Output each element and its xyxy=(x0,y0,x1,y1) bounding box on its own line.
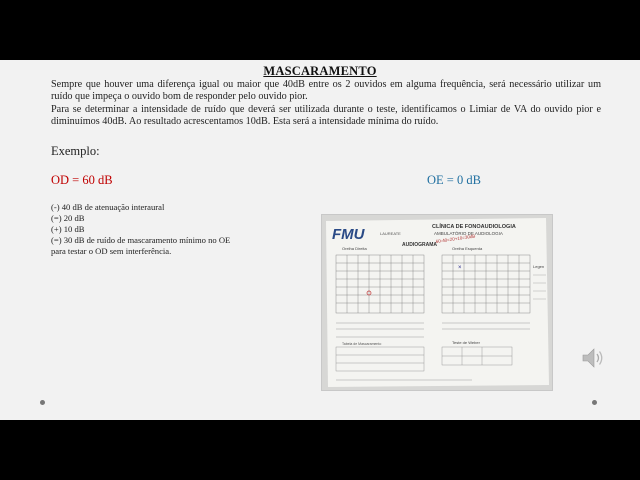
svg-text:×: × xyxy=(458,265,462,271)
brand-logo: FMU xyxy=(332,226,365,243)
calc-line: (=) 20 dB xyxy=(51,213,85,223)
nav-dot-right[interactable] xyxy=(592,400,597,405)
calc-line: (=) 30 dB de ruído de mascaramento mínimo no OE xyxy=(51,235,231,245)
calculation-list xyxy=(51,202,311,257)
form-header-2: AMBULATÓRIO DE AUDIOLOGIA xyxy=(434,231,503,236)
od-value: OD = 60 dB xyxy=(51,173,113,187)
form-header-1: CLÍNICA DE FONOAUDIOLOGIA xyxy=(432,224,516,230)
paragraph-intensity: Para se determinar a intensidade de ruído que deverá ser utilizada durante o teste, identificamos o Limiar de VA do ouvido pior e diminuímos 40dB. Ao resultado acrescentamos 10dB. Esta será a intensidade mínima do ruído. xyxy=(51,104,601,128)
handwritten-note: 60-40=20+10=30dB xyxy=(435,233,476,244)
left-ear-label: Orelha Esquerda xyxy=(452,246,483,251)
masking-table-label: Tabela de Mascaramento xyxy=(342,342,382,346)
nav-dot-left[interactable] xyxy=(40,400,45,405)
right-ear-label: Orelha Direita xyxy=(342,246,367,251)
paragraph-rule: Sempre que houver uma diferença igual ou maior que 40dB entre os 2 ouvidos em alguma frequência, será necessário utilizar um ruído que impeça o ouvido bom de responder pelo ouvido pior. xyxy=(51,79,601,103)
slide-title: MASCARAMENTO xyxy=(263,64,377,78)
audiogram-form-image xyxy=(322,215,552,390)
speaker-icon[interactable] xyxy=(580,345,606,371)
example-label: Exemplo: xyxy=(51,144,100,158)
calc-line: (+) 10 dB xyxy=(51,224,85,234)
oe-value: OE = 0 dB xyxy=(427,173,481,187)
slide xyxy=(0,60,640,420)
weber-table-label: Teste de Weber xyxy=(452,340,480,345)
calc-line: (-) 40 dB de atenuação interaural xyxy=(51,202,165,212)
brand-sub: LAUREATE xyxy=(380,231,401,236)
legend-label: Legen xyxy=(533,264,545,269)
audiogram-photo xyxy=(322,215,552,390)
audiogram-label: AUDIOGRAMA xyxy=(402,242,437,248)
calc-line: para testar o OD sem interferência. xyxy=(51,246,172,256)
